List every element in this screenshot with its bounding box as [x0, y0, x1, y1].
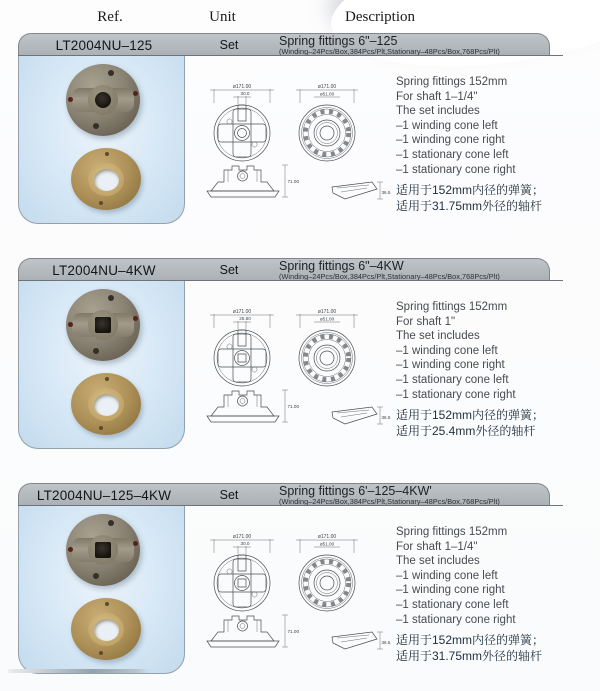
- chinese-notes-block: [396, 183, 544, 214]
- ref-code: LT2004NU–125: [55, 37, 153, 53]
- product-photos-panel: [18, 56, 185, 224]
- description-block: [269, 485, 549, 506]
- unit-value: Set: [219, 263, 239, 277]
- front-view-stationary-cone: [296, 84, 358, 161]
- dimension-label: ø171.00: [317, 84, 337, 90]
- spring-hole-bottom: [93, 573, 99, 579]
- description-block: [269, 260, 549, 281]
- technical-drawing-svg: [197, 306, 393, 430]
- product-photos-panel: [18, 506, 185, 674]
- spring-hole-bottom: [93, 348, 99, 354]
- dimension-label: 36.5: [381, 640, 391, 645]
- note-line: 适用于31.75mm外径的轴杆: [396, 648, 543, 663]
- dimension-label: 71.00: [287, 404, 299, 409]
- spec-line: –1 winding cone left: [396, 344, 498, 357]
- unit-value: Set: [219, 488, 239, 502]
- spec-line: Spring fittings 152mm: [396, 301, 508, 313]
- spring-hole-bottom: [93, 123, 99, 129]
- spec-line: Spring fittings 152mm: [396, 76, 508, 88]
- unit-value: Set: [219, 38, 239, 52]
- scan-edge-artifact: [8, 669, 150, 673]
- description-subtitle: (Winding–24Pcs/Box,384Pcs/Plt,Stationary–48Pcs/Box,768Pcs/Plt): [279, 46, 500, 56]
- spec-line: For shaft 1": [396, 315, 456, 328]
- ref-code: LT2004NU–4KW: [52, 262, 156, 278]
- center-hole: [94, 394, 119, 416]
- description-title: Spring fittings 6"–4KW: [279, 258, 404, 273]
- product-section-lt2004nu-4kw: [0, 258, 600, 463]
- side-view-stationary-cone: [332, 182, 391, 199]
- spec-line: –1 winding cone right: [396, 359, 505, 372]
- ref-code: LT2004NU–125–4KW: [36, 487, 172, 503]
- spec-text-block: [396, 75, 516, 177]
- product-photos-panel: [18, 281, 185, 449]
- spec-line: The set includes: [396, 555, 480, 568]
- spec-line: For shaft 1–1/4": [396, 540, 478, 553]
- rivet-top: [105, 377, 109, 381]
- spec-line: –1 stationary cone left: [396, 598, 509, 611]
- chinese-notes-block: [396, 633, 544, 664]
- description-subtitle: (Winding–24Pcs/Box,384Pcs/Plt,Stationary–48Pcs/Box,768Pcs/Plt): [279, 271, 500, 281]
- section-header-bar: [18, 33, 550, 56]
- spec-line: –1 winding cone left: [396, 569, 498, 582]
- side-view-winding-cone: [207, 615, 299, 647]
- note-line: 适用于152mm内径的弹簧；: [396, 633, 545, 647]
- rivet-bottom: [99, 426, 103, 430]
- product-section-lt2004nu-125-4kw: [0, 483, 600, 688]
- dimension-label: 25.80: [239, 316, 251, 321]
- dimension-label: 71.00: [287, 629, 299, 634]
- note-line: 适用于25.4mm外径的轴杆: [396, 423, 536, 438]
- note-line: 适用于152mm内径的弹簧；: [396, 183, 545, 197]
- column-header-description: Description: [345, 9, 415, 25]
- set-screw-right: [133, 316, 138, 321]
- technical-drawing-svg: [197, 81, 393, 205]
- spec-line: –1 stationary cone left: [396, 148, 509, 161]
- rivet-bottom: [99, 651, 103, 655]
- column-header-ref: Ref.: [97, 9, 123, 25]
- dimension-label: 30.0: [240, 91, 250, 96]
- rivet-bottom: [99, 201, 103, 205]
- spec-line: –1 stationary cone right: [396, 613, 516, 626]
- section-header-bar: [18, 483, 550, 506]
- spec-line: –1 winding cone right: [396, 584, 505, 597]
- stationary-cone-photo: [71, 598, 141, 660]
- dimension-label: 30.0: [240, 541, 250, 546]
- dimension-label: ø171.00: [317, 309, 337, 315]
- front-view-winding-cone: [210, 309, 274, 386]
- note-line: 适用于152mm内径的弹簧；: [396, 408, 545, 422]
- chinese-notes-block: [396, 408, 544, 439]
- cone-round-bore: [95, 92, 111, 108]
- dimension-label: ø51.00: [319, 541, 335, 547]
- winding-cone-photo: [66, 64, 140, 136]
- spec-line: The set includes: [396, 105, 480, 118]
- description-subtitle: (Winding–24Pcs/Box,384Pcs/Plt,Stationary–48Pcs/Box,768Pcs/Plt): [279, 496, 500, 506]
- dimension-label: 36.5: [381, 190, 391, 195]
- rivet-top: [105, 602, 109, 606]
- spec-line: –1 winding cone left: [396, 119, 498, 132]
- front-view-stationary-cone: [296, 534, 358, 611]
- spec-text-block: [396, 525, 516, 627]
- side-view-winding-cone: [207, 165, 299, 197]
- front-view-stationary-cone: [296, 309, 358, 386]
- set-screw-right: [133, 91, 138, 96]
- winding-cone-photo: [66, 514, 140, 586]
- dimension-label: 71.00: [287, 179, 299, 184]
- rivet-top: [105, 152, 109, 156]
- cone-square-bore: [95, 542, 111, 558]
- dimension-label: 36.5: [381, 415, 391, 420]
- description-title: Spring fittings 6"–125: [279, 33, 398, 48]
- spec-line: –1 stationary cone right: [396, 163, 516, 176]
- section-header-bar: [18, 258, 550, 281]
- dimension-label: ø171.00: [232, 534, 252, 540]
- side-view-stationary-cone: [332, 407, 391, 424]
- spec-line: Spring fittings 152mm: [396, 526, 508, 538]
- technical-drawing-svg: [197, 531, 393, 655]
- spec-line: –1 winding cone right: [396, 134, 505, 147]
- spec-line: For shaft 1–1/4": [396, 90, 478, 103]
- description-title: Spring fittings 6'–125–4KW': [279, 483, 432, 498]
- center-hole: [94, 169, 119, 191]
- dimension-label: ø171.00: [232, 84, 252, 90]
- side-view-stationary-cone: [332, 632, 391, 649]
- spec-line: The set includes: [396, 330, 480, 343]
- stationary-cone-photo: [71, 373, 141, 435]
- dimension-label: ø51.00: [319, 316, 335, 322]
- spec-line: –1 stationary cone left: [396, 373, 509, 386]
- dimension-label: ø171.00: [232, 309, 252, 315]
- spec-line: –1 stationary cone right: [396, 388, 516, 401]
- center-hole: [94, 619, 119, 641]
- front-view-winding-cone: [210, 534, 274, 611]
- dimension-label: ø51.00: [319, 91, 335, 97]
- column-header-unit: Unit: [209, 9, 236, 25]
- stationary-cone-photo: [71, 148, 141, 210]
- note-line: 适用于31.75mm外径的轴杆: [396, 198, 543, 213]
- spec-text-block: [396, 300, 516, 402]
- description-block: [269, 35, 549, 56]
- cone-square-bore: [95, 317, 111, 333]
- winding-cone-photo: [66, 289, 140, 361]
- product-section-lt2004nu-125: [0, 33, 600, 238]
- column-header-row: [0, 9, 600, 31]
- side-view-winding-cone: [207, 390, 299, 422]
- front-view-winding-cone: [210, 84, 274, 161]
- dimension-label: ø171.00: [317, 534, 337, 540]
- set-screw-right: [133, 541, 138, 546]
